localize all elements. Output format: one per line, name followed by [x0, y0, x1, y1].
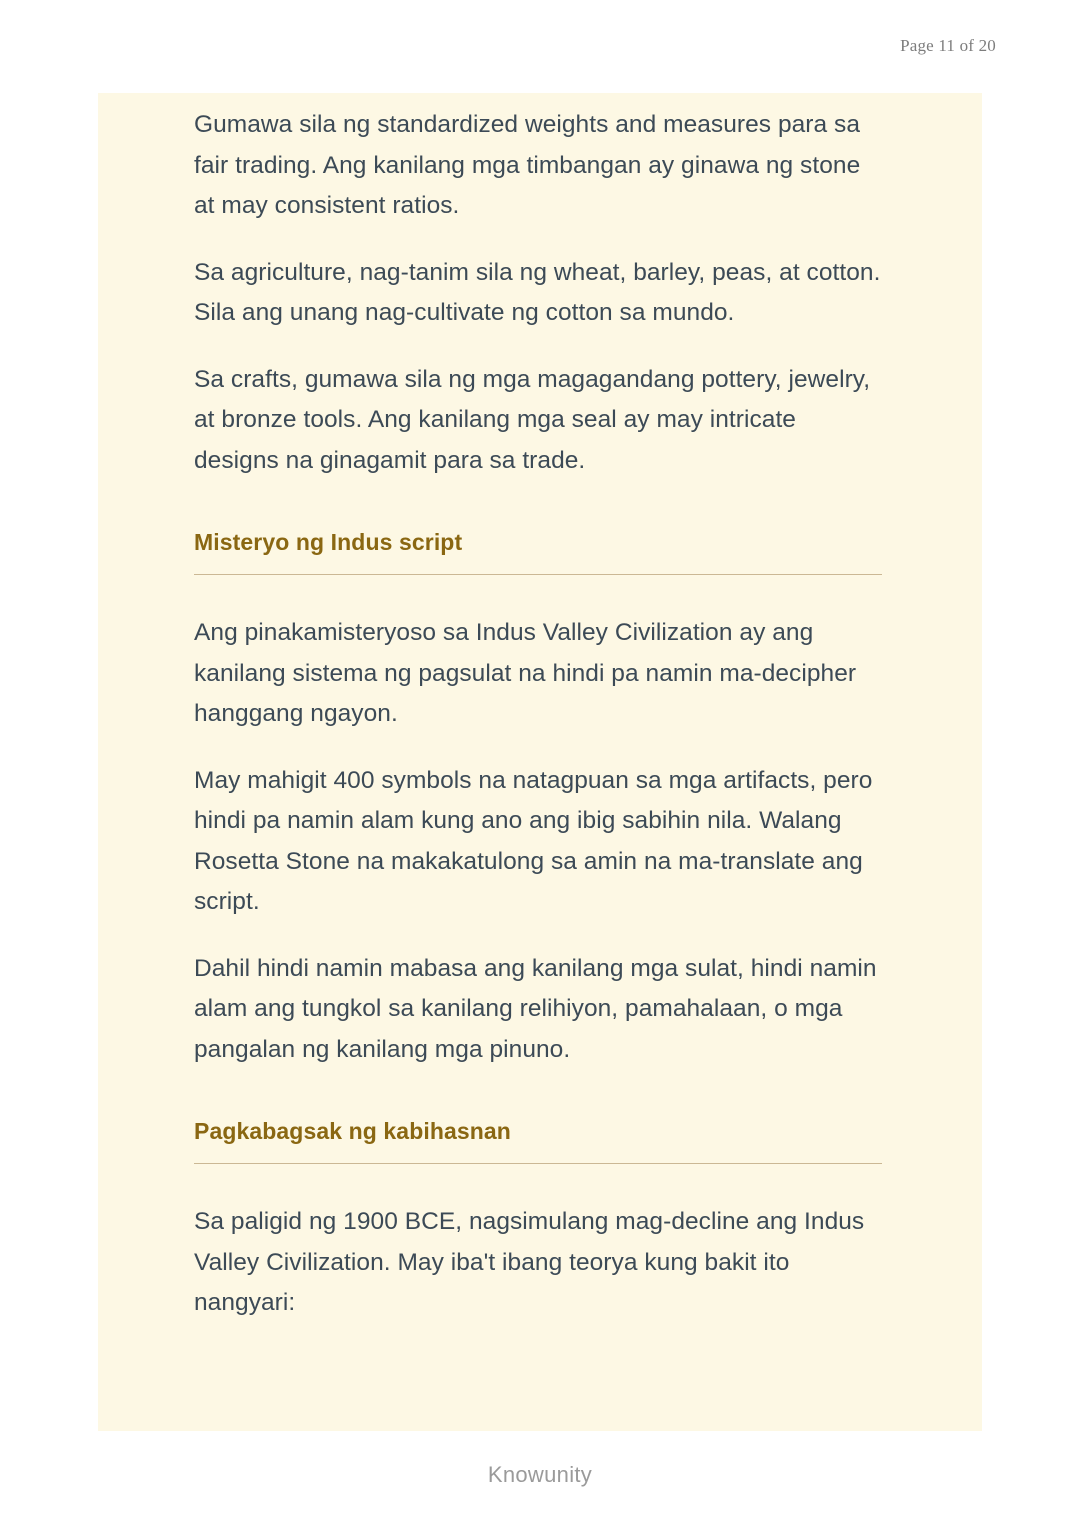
paragraph-spacer — [194, 334, 882, 360]
paragraph: Sa paligid ng 1900 BCE, nagsimulang mag-decline ang Indus Valley Civilization. May iba't ibang teorya kung bakit ito nangyari: — [194, 1208, 865, 1316]
paragraph: Gumawa sila ng standardized weights and measures para sa fair trading. Ang kanilang mga timbangan ay ginawa ng stone at may consistent ratios. — [194, 111, 861, 219]
section-heading-pagkabagsak: Pagkabagsak ng kabihasnan — [194, 1118, 511, 1144]
section-heading-indus-script: Misteryo ng Indus script — [194, 529, 463, 555]
content-inner — [98, 93, 982, 1324]
section-heading-block — [194, 481, 882, 575]
paragraph: Sa agriculture, nag-tanim sila ng wheat, barley, peas, at cotton. Sila ang unang nag-cultivate ng cotton sa mundo. — [194, 258, 881, 326]
paragraph: May mahigit 400 symbols na natagpuan sa mga artifacts, pero hindi pa namin alam kung ano ang ibig sabihin nila. Walang Rosetta Stone na makakatulong sa amin na ma-translate ang script. — [194, 766, 873, 915]
paragraph: Ang pinakamisteryoso sa Indus Valley Civilization ay ang kanilang sistema ng pagsulat na hindi pa namin ma-decipher hanggang ngayon. — [194, 619, 857, 727]
paragraph: Dahil hindi namin mabasa ang kanilang mga sulat, hindi namin alam ang tungkol sa kanilang relihiyon, pamahalaan, o mga pangalan ng kanilang mga pinuno. — [194, 954, 877, 1063]
section-heading-block — [194, 1070, 882, 1164]
page-number-label: Page 11 of 20 — [900, 36, 996, 55]
paragraph-spacer — [194, 735, 882, 761]
paragraph-spacer — [194, 227, 882, 253]
divider-spacer — [194, 1164, 882, 1202]
paragraph-spacer — [194, 923, 882, 949]
footer-brand-label: Knowunity — [487, 1462, 593, 1487]
content-card — [98, 93, 982, 1431]
divider-spacer — [194, 575, 882, 613]
paragraph: Sa crafts, gumawa sila ng mga magagandang pottery, jewelry, at bronze tools. Ang kanilang mga seal ay may intricate designs na ginagamit para sa trade. — [194, 365, 871, 474]
